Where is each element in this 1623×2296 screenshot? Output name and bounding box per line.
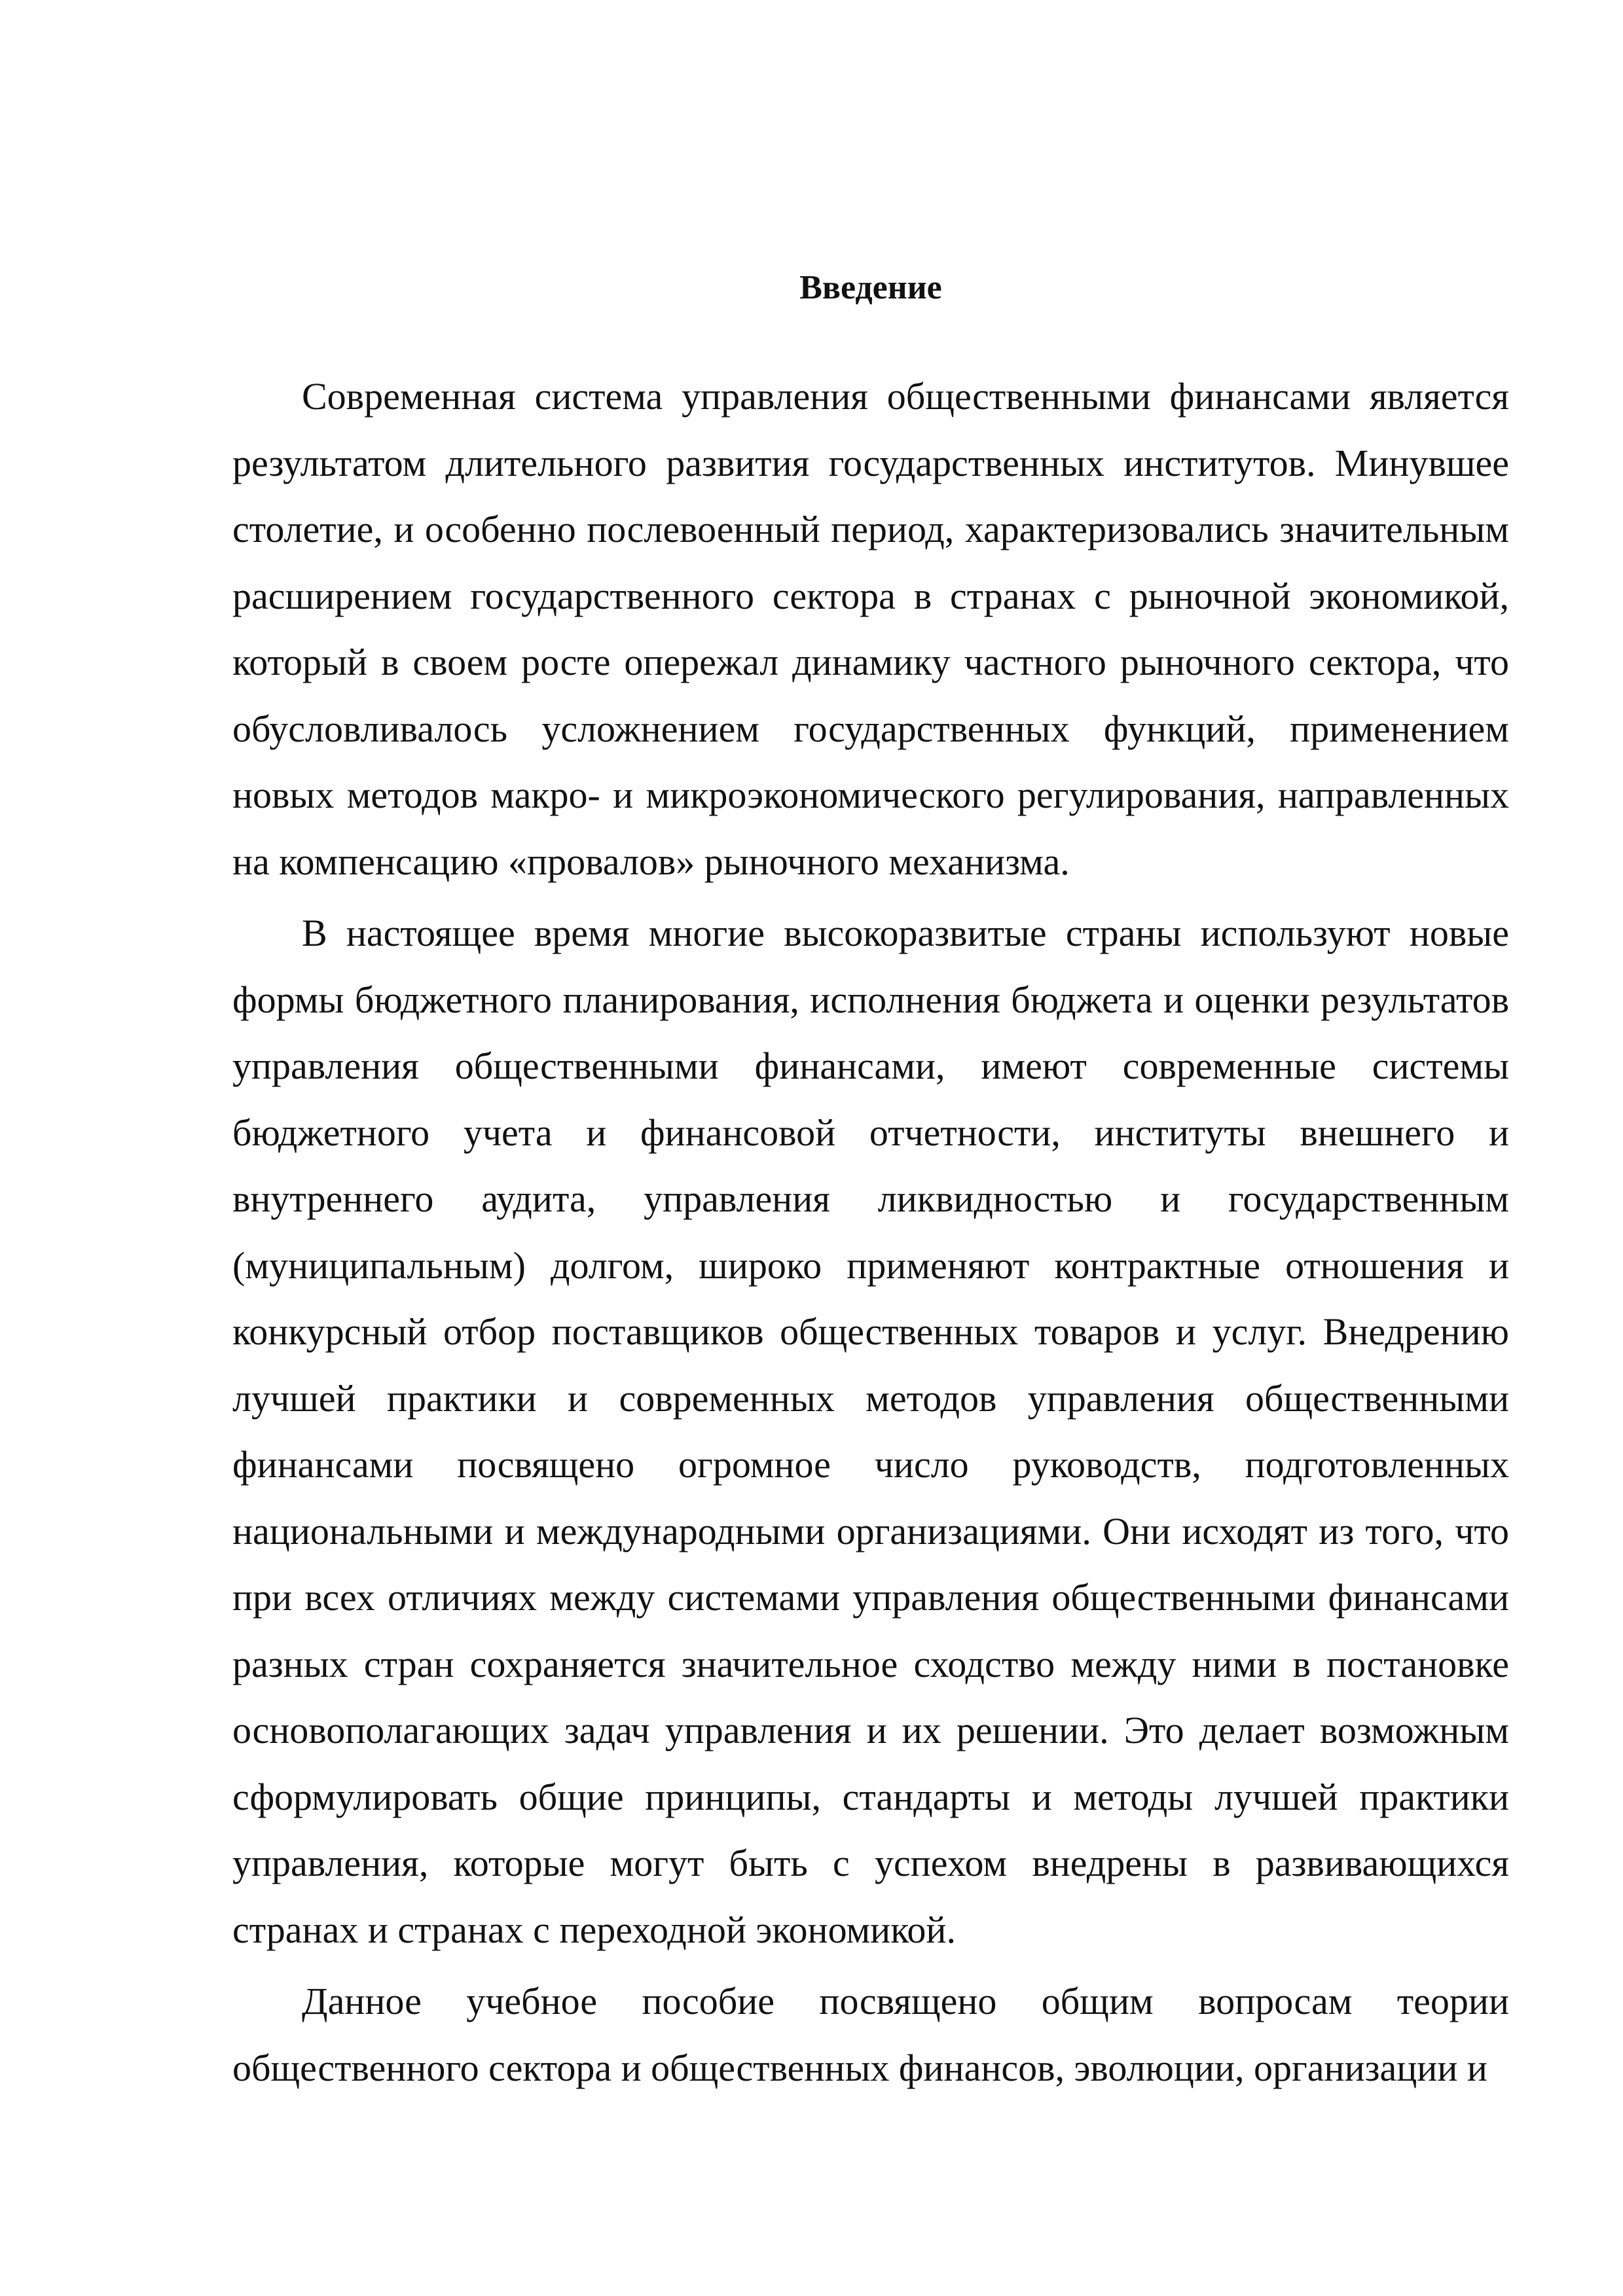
page-title: Введение <box>799 269 942 306</box>
document-body <box>232 259 1509 2106</box>
paragraph-2: В настоящее время многие высокоразвитые страны используют новые формы бюджетного планирования, исполнения бюджета и оценки результатов управления общественными финансами, имеют современные системы бюджетного учета и финансовой отчетности, институты внешнего и внутреннего аудита, управления ликвидностью и государственным (муниципальным) долгом, широко применяют контрактные отношения и конкурсный отбор поставщиков общественных товаров и услуг. Внедрению лучшей практики и современных методов управления общественными финансами посвящено огромное число руководств, подготовленных национальными и международными организациями. Они исходят из того, что при всех отличиях между системами управления общественными финансами разных стран сохраняется значительное сходство между ними в постановке основополагающих задач управления и их решении. Это делает возможным сформулировать общие принципы, стандарты и методы лучшей практики управления, которые могут быть с успехом внедрены в развивающихся странах и странах с переходной экономикой. <box>232 912 1509 1951</box>
paragraph-3: Данное учебное пособие посвящено общим вопросам теории общественного сектора и общественных финансов, эволюции, организации и <box>232 1980 1509 2089</box>
paragraph-1: Современная система управления общественными финансами является результатом длительного развития государственных институтов. Минувшее столетие, и особенно послевоенный период, характеризовались значительным расширением государственного сектора в странах с рыночной экономикой, который в своем росте опережал динамику частного рыночного сектора, что обусловливалось усложнением государственных функций, применением новых методов макро- и микроэкономического регулирования, направленных на компенсацию «провалов» рыночного механизма. <box>232 375 1509 883</box>
